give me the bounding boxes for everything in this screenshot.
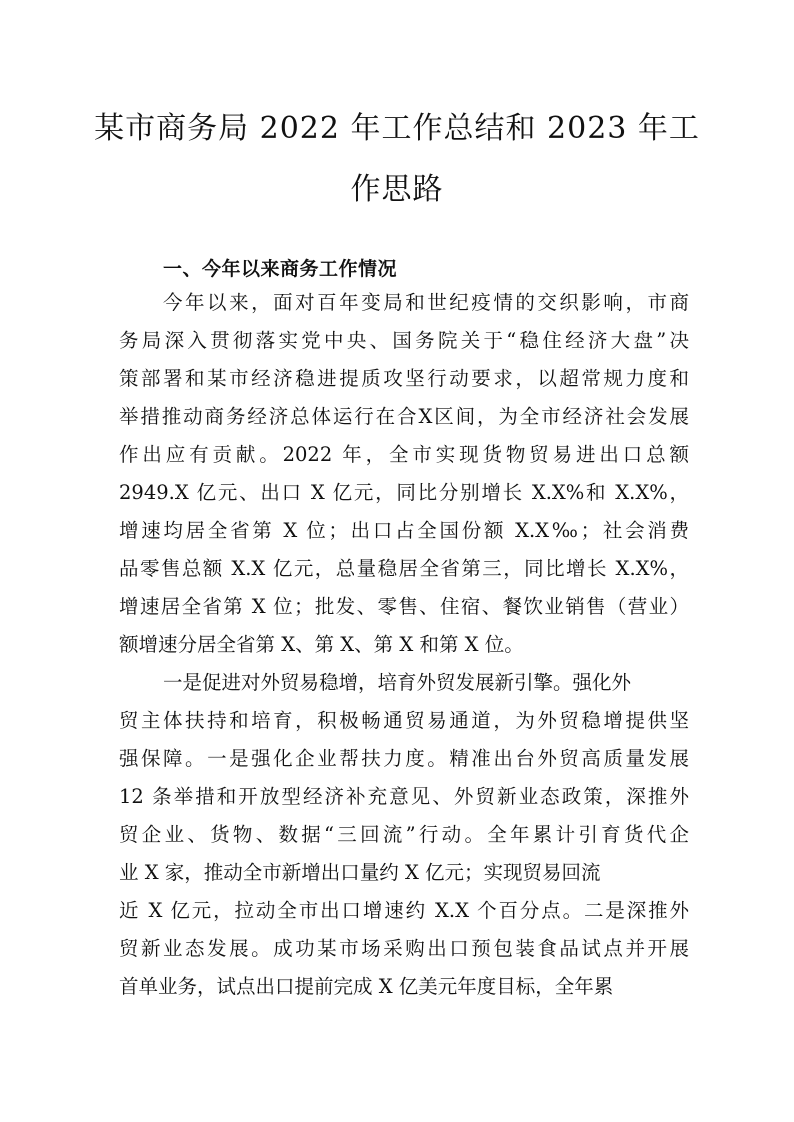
paragraph2-line: 强保障。一是强化企业帮扶力度。精准出台外贸高质量发展 [119, 747, 689, 770]
paragraph2-line: 首单业务，试点出口提前完成 X 亿美元年度目标，全年累 [119, 975, 614, 998]
paragraph1-line: 增速均居全省第 X 位；出口占全国份额 X.X‰；社会消费 [119, 519, 689, 542]
paragraph1-line: 额增速分居全省第 X、第 X、第 X 和第 X 位。 [119, 633, 524, 656]
paragraph1-line: 2949.X 亿元、出口 X 亿元，同比分别增长 X.X%和 X.X%， [119, 481, 689, 504]
paragraph2-line: 业 X 家，推动全市新增出口量约 X 亿元；实现贸易回流 [119, 861, 601, 884]
paragraph1-line: 品零售总额 X.X 亿元，总量稳居全省第三，同比增长 X.X%， [119, 557, 689, 580]
paragraph1-line: 今年以来，面对百年变局和世纪疫情的交织影响，市商 [163, 291, 689, 314]
section-heading: 一、今年以来商务工作情况 [163, 258, 398, 280]
paragraph2-line: 贸企业、货物、数据“三回流”行动。全年累计引育货代企 [119, 823, 689, 846]
paragraph2-line: 12 条举措和开放型经济补充意见、外贸新业态政策，深推外 [119, 785, 689, 808]
paragraph1-line: 策部署和某市经济稳进提质攻坚行动要求，以超常规力度和 [119, 367, 689, 390]
paragraph1-line: 举措推动商务经济总体运行在合X区间，为全市经济社会发展 [119, 405, 689, 428]
paragraph2-line: 贸主体扶持和培育，积极畅通贸易通道，为外贸稳增提供坚 [119, 709, 689, 732]
paragraph1-line: 增速居全省第 X 位；批发、零售、住宿、餐饮业销售（营业） [119, 595, 689, 618]
paragraph2-line: 贸新业态发展。成功某市场采购出口预包装食品试点并开展 [119, 937, 689, 960]
paragraph1-line: 作出应有贡献。2022 年，全市实现货物贸易进出口总额 [119, 443, 689, 466]
document-title-line-1: 某市商务局 2022 年工作总结和 2023 年工 [94, 111, 700, 146]
paragraph2-line: 近 X 亿元，拉动全市出口增速约 X.X 个百分点。二是深推外 [119, 899, 689, 922]
document-title-line-2: 作思路 [350, 172, 444, 207]
paragraph2-line: 一是促进对外贸易稳增，培育外贸发展新引擎。强化外 [163, 671, 632, 694]
paragraph1-line: 务局深入贯彻落实党中央、国务院关于“稳住经济大盘”决 [119, 329, 689, 352]
